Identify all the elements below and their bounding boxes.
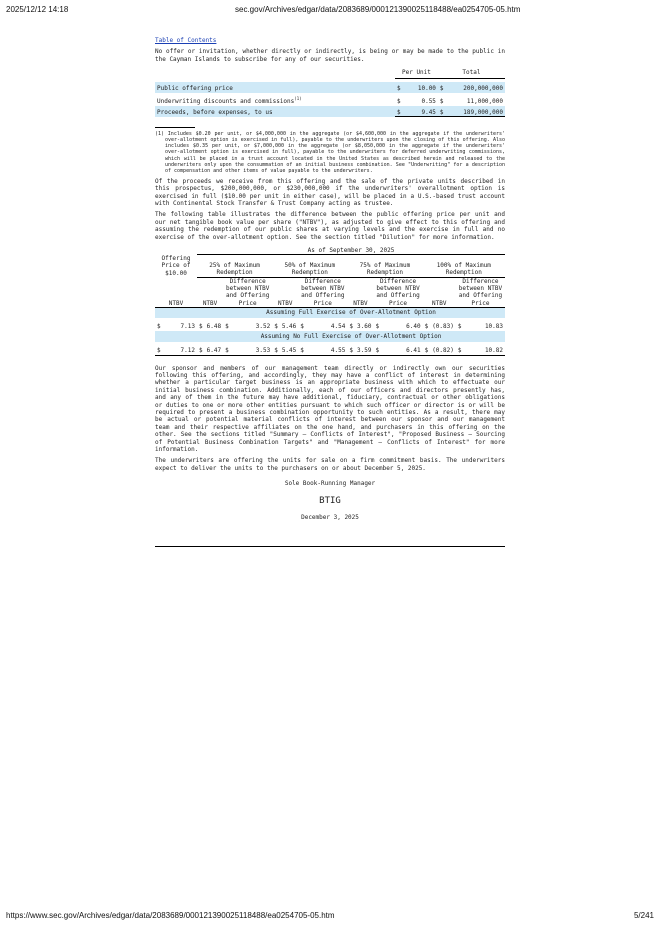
document-page <box>155 37 505 547</box>
print-url: https://www.sec.gov/Archives/edgar/data/2083689/000121390025118488/ea0254705-05.htm <box>6 911 335 920</box>
ntbv-data-row: $ 7.12 $ 6.47 $ 3.53 $ 5.45 $ 4.55 $ 3.59 $ 6.41 $ (0.82) $ 10.82 <box>155 342 505 355</box>
bottom-rule <box>155 546 505 547</box>
ntbv-offering-price-header: Offering Price of $10.00 <box>161 254 191 277</box>
intro-paragraph: No offer or invitation, whether directly or indirectly, is being or may be made to the public in the Cayman Islands to subscribe for any of our securities. <box>155 48 505 63</box>
diff-subheader: Difference between NTBV and Offering Price <box>225 277 270 307</box>
diff-subheader: Difference between NTBV and Offering Price <box>301 277 345 307</box>
col-total: Total <box>438 69 505 78</box>
ntbv-section-label: Assuming Full Exercise of Over-Allotment Option <box>197 308 505 318</box>
ntbv-as-of: As of September 30, 2025 <box>197 247 505 255</box>
ntbv-subheader: NTBV <box>168 299 184 307</box>
pricing-row: Underwriting discounts and commissions$^{(1)}$ $ 0.55 $ 11,000,000 <box>157 96 503 106</box>
diff-subheader: Difference between NTBV and Offering Price <box>376 277 420 307</box>
diff-subheader: Difference between NTBV and Offering Price <box>458 277 503 307</box>
ntbv-subheader: NTBV <box>431 299 447 307</box>
ntbv-group-header: 25% of Maximum Redemption <box>197 255 272 277</box>
pricing-row: Proceeds, before expenses, to us $ 9.45 $ 189,000,000 <box>155 106 505 117</box>
ntbv-group-header: 75% of Maximum Redemption <box>347 255 422 277</box>
ntbv-subheader: NTBV <box>202 299 218 307</box>
prospectus-date: December 3, 2025 <box>301 513 359 521</box>
ntbv-subheader: NTBV <box>278 299 293 307</box>
ntbv-group-header: 100% of Maximum Redemption <box>423 255 505 277</box>
proceeds-paragraph: Of the proceeds we receive from this offering and the sale of the private units described in this prospectus, $200,000,000, or $230,000,000 if the underwriters' overallotment option is exercised in full ($10.00 per unit in either case), will be placed in a U.S.-based trust account with Continental Stock Transfer & Trust Company acting as trustee. <box>155 177 505 207</box>
ntbv-subheader: NTBV <box>353 299 368 307</box>
footnote-text: (1) Includes $0.20 per unit, or $4,000,000 in the aggregate (or $4,600,000 in the aggregate if the underwriters' over-allotment option is exercised in full), payable to the underwriters upon the closing of this offering. Also includes $0.35 per unit, or $7,000,000 in the aggregate (or $8,050,000 in the aggregate if the underwriters' over-allotment option is exercised in full), payable to the underwriters for deferred underwriting commissions, which will be placed in a trust account located in the United States as described herein and released to the underwriters only upon the consummation of an initial business combination. See "Underwriting" for a description of compensation and other items of value payable to the underwriters. <box>155 131 505 174</box>
ntbv-group-header: 50% of Maximum Redemption <box>272 255 347 277</box>
print-datetime: 2025/12/12 14:18 <box>6 5 69 14</box>
ntbv-section-label: Assuming No Full Exercise of Over-Allotment Option <box>197 331 505 342</box>
delivery-paragraph: The underwriters are offering the units for sale on a firm commitment basis. The underwriters expect to deliver the units to the purchasers on or about December 5, 2025. <box>155 457 505 472</box>
conflict-paragraph: Our sponsor and members of our management team directly or indirectly own our securities following this offering, and accordingly, they may have a conflict of interest in determining whether a particular target business is an appropriate business with which to effectuate our initial business combination. Additionally, each of our officers and directors presently has, and any of them in the future may have additional, fiduciary, contractual or other obligations or duties to one or more other entities pursuant to which such officer or director is or will be required to present a business combination opportunity to such entities. As a result, there may be actual or potential material conflicts of interest between our sponsor and our management team and their respective affiliates on the one hand, and purchasers in this offering on the other. See the sections titled "Summary — Conflicts of Interest", "Proposed Business — Sourcing of Potential Business Combination Targets" and "Management — Conflicts of Interest" for more information. <box>155 364 505 454</box>
pricing-row: Public offering price $ 10.00 $ 200,000,000 <box>155 82 505 93</box>
print-page-count: 5/241 <box>633 911 654 920</box>
print-page-title: sec.gov/Archives/edgar/data/2083689/000121390025118488/ea0254705-05.htm <box>235 5 521 14</box>
footnote-divider <box>155 127 195 128</box>
toc-link[interactable]: Table of Contents <box>155 37 217 44</box>
manager-label: Sole Book-Running Manager <box>284 480 376 488</box>
col-per-unit: Per Unit <box>395 69 438 78</box>
pricing-table <box>155 69 505 117</box>
manager-name: BTIG <box>319 495 341 506</box>
ntbv-data-row: $ 7.13 $ 6.48 $ 3.52 $ 5.46 $ 4.54 $ 3.60 $ 6.40 $ (0.83) $ 10.83 <box>157 323 503 331</box>
ntbv-intro-paragraph: The following table illustrates the difference between the public offering price per unit and our net tangible book value per share ("NTBV"), as adjusted to give effect to this offering and assuming the redemption of our public shares at varying levels and the exercise in full and no exercise of the over-allotment option. See the section titled "Dilution" for more information. <box>155 211 505 241</box>
ntbv-table <box>155 247 505 356</box>
footnote-marker: (1) <box>294 96 302 102</box>
